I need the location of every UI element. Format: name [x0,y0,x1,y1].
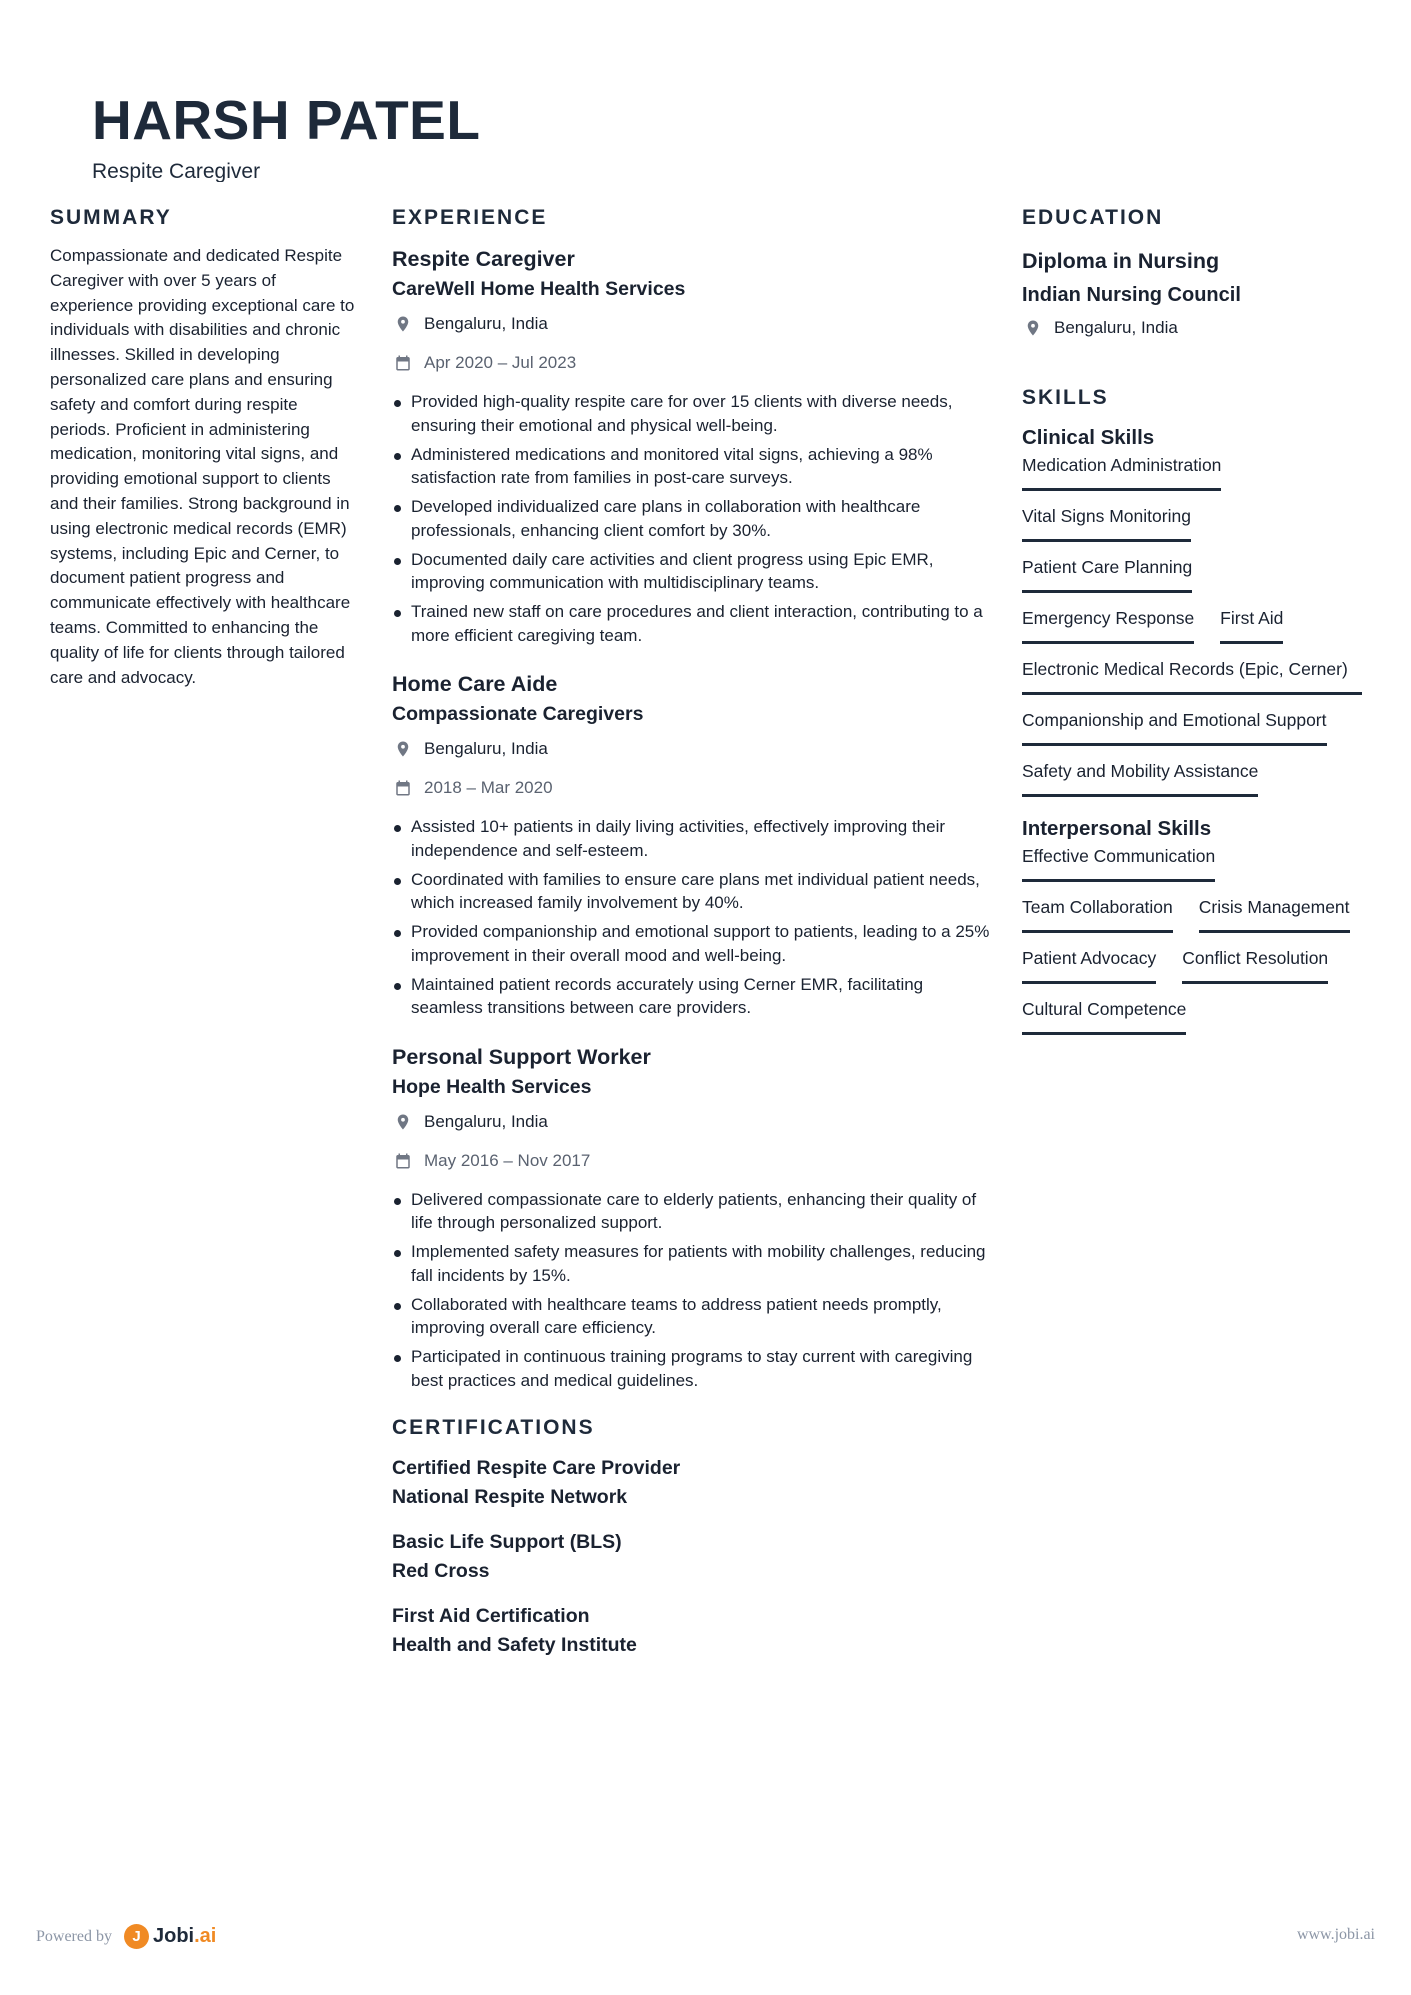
skill-tag: Medication Administration [1022,452,1221,491]
job-bullets [392,390,992,647]
map-pin-icon [394,740,412,758]
job-title: Home Care Aide [392,672,558,696]
job-bullet: Implemented safety measures for patients with mobility challenges, reducing fall incidents by 15%. [392,1240,992,1287]
job-bullet: Participated in continuous training programs to stay current with caregiving best practices and medical guidelines. [392,1345,992,1392]
certifications-section [392,1414,992,1660]
cert-issuer: National Respite Network [392,1486,628,1508]
skill-tag: Vital Signs Monitoring [1022,503,1191,542]
job-entry [392,669,992,1020]
edu-location [1022,316,1367,340]
job-company: Compassionate Caregivers [392,703,644,725]
skill-tag: Emergency Response [1022,605,1194,644]
job-bullet: Trained new staff on care procedures and client interaction, contributing to a more efficient caregiving team. [392,600,992,647]
job-dates [392,1149,992,1173]
map-pin-icon [394,1113,412,1131]
job-bullet: Documented daily care activities and client progress using Epic EMR, improving communication with multidisciplinary teams. [392,548,992,595]
job-bullets [392,1188,992,1393]
job-location-text: Bengaluru, India [424,739,548,758]
skill-tag: Safety and Mobility Assistance [1022,758,1258,797]
cert-name: First Aid Certification [392,1605,590,1627]
cert-name: Basic Life Support (BLS) [392,1531,622,1553]
job-title: Personal Support Worker [392,1044,651,1069]
summary-section [50,204,360,690]
skill-list [1022,843,1367,1047]
job-bullet: Delivered compassionate care to elderly patients, enhancing their quality of life through personalized support. [392,1188,992,1235]
job-bullet: Provided companionship and emotional support to patients, leading to a 25% improvement in their overall mood and well-being. [392,920,992,967]
job-dates-text: May 2016 – Nov 2017 [424,1150,591,1170]
job-dates [392,351,992,375]
skill-tag: Effective Communication [1022,843,1215,882]
jobi-logo-icon: J [124,1924,149,1949]
calendar-icon [394,354,412,372]
cert-entry [392,1602,992,1660]
edu-location-text: Bengaluru, India [1054,318,1178,337]
powered-by-text: Powered by [36,1927,112,1945]
skill-tag: Companionship and Emotional Support [1022,707,1327,746]
job-bullet: Maintained patient records accurately using Cerner EMR, facilitating seamless transitions between care providers. [392,973,992,1020]
map-pin-icon [1024,319,1042,337]
calendar-icon [394,1152,412,1170]
summary-text: Compassionate and dedicated Respite Caregiver with over 5 years of experience providing exceptional care to individuals with disabilities and chronic illnesses. Skilled in developing personalized care plans and ensuring safety and comfort during respite periods. Proficient in administering medication, monitoring vital signs, and providing emotional support to clients and their families. Strong background in using electronic medical records (EMR) systems, including Epic and Cerner, to document patient progress and communicate effectively with healthcare teams. Committed to enhancing the quality of life for clients through tailored care and advocacy. [50,246,355,687]
skills-section [1022,384,1367,1047]
experience-title: EXPERIENCE [392,206,548,229]
candidate-role: Respite Caregiver [92,160,261,182]
cert-issuer: Health and Safety Institute [392,1634,637,1656]
job-location-text: Bengaluru, India [424,314,548,333]
logo-suffix: .ai [194,1925,217,1947]
education-skills-column [1022,204,1367,1047]
cert-entry [392,1454,992,1512]
job-dates-text: Apr 2020 – Jul 2023 [424,353,577,372]
job-location [392,312,992,336]
job-location [392,1110,992,1134]
skill-tag: First Aid [1220,605,1283,644]
map-pin-icon [394,315,412,333]
edu-degree: Diploma in Nursing [1022,249,1220,273]
job-location-text: Bengaluru, India [424,1111,548,1131]
job-bullet: Developed individualized care plans in collaboration with healthcare professionals, enhancing client comfort by 30%. [392,495,992,542]
website-link[interactable]: www.jobi.ai [1296,1926,1375,1943]
cert-entry [392,1528,992,1586]
job-bullet: Collaborated with healthcare teams to address patient needs promptly, improving overall care efficiency. [392,1293,992,1340]
job-dates [392,776,992,800]
skill-tag: Patient Care Planning [1022,554,1192,593]
job-dates-text: 2018 – Mar 2020 [424,778,553,797]
skill-tag: Cultural Competence [1022,996,1186,1035]
calendar-icon [394,779,412,797]
job-bullet: Assisted 10+ patients in daily living activities, effectively improving their independence and self-esteem. [392,815,992,862]
job-company: CareWell Home Health Services [392,278,686,300]
jobi-logo-text [153,1925,216,1948]
certifications-title: CERTIFICATIONS [392,1416,595,1439]
job-company: Hope Health Services [392,1075,592,1098]
skill-group-title: Clinical Skills [1022,426,1155,449]
candidate-name: HARSH PATEL [92,89,481,151]
summary-title: SUMMARY [50,206,172,229]
edu-school: Indian Nursing Council [1022,284,1241,306]
skill-tag: Electronic Medical Records (Epic, Cerner) [1022,656,1362,695]
cert-issuer: Red Cross [392,1560,490,1582]
skill-group-title: Interpersonal Skills [1022,817,1212,840]
powered-by-badge[interactable] [36,1924,216,1949]
skill-list [1022,452,1367,809]
logo-name: Jobi [152,1925,195,1947]
job-title: Respite Caregiver [392,247,575,271]
experience-column [392,204,992,1676]
skills-title: SKILLS [1022,386,1109,409]
job-bullet: Coordinated with families to ensure care plans met individual patient needs, which increased family involvement by 40%. [392,868,992,915]
education-title: EDUCATION [1022,206,1164,229]
job-bullet: Provided high-quality respite care for over 15 clients with diverse needs, ensuring their emotional and physical well-being. [392,390,992,437]
job-bullets [392,815,992,1020]
skill-tag: Team Collaboration [1022,894,1173,933]
skill-tag: Patient Advocacy [1022,945,1156,984]
job-bullet: Administered medications and monitored vital signs, achieving a 98% satisfaction rate from families in post-care surveys. [392,443,992,490]
cert-name: Certified Respite Care Provider [392,1457,681,1479]
skill-tag: Crisis Management [1199,894,1350,933]
job-entry [392,244,992,647]
skill-tag: Conflict Resolution [1182,945,1328,984]
resume-header [92,88,480,182]
job-entry [392,1042,992,1393]
job-location [392,737,992,761]
